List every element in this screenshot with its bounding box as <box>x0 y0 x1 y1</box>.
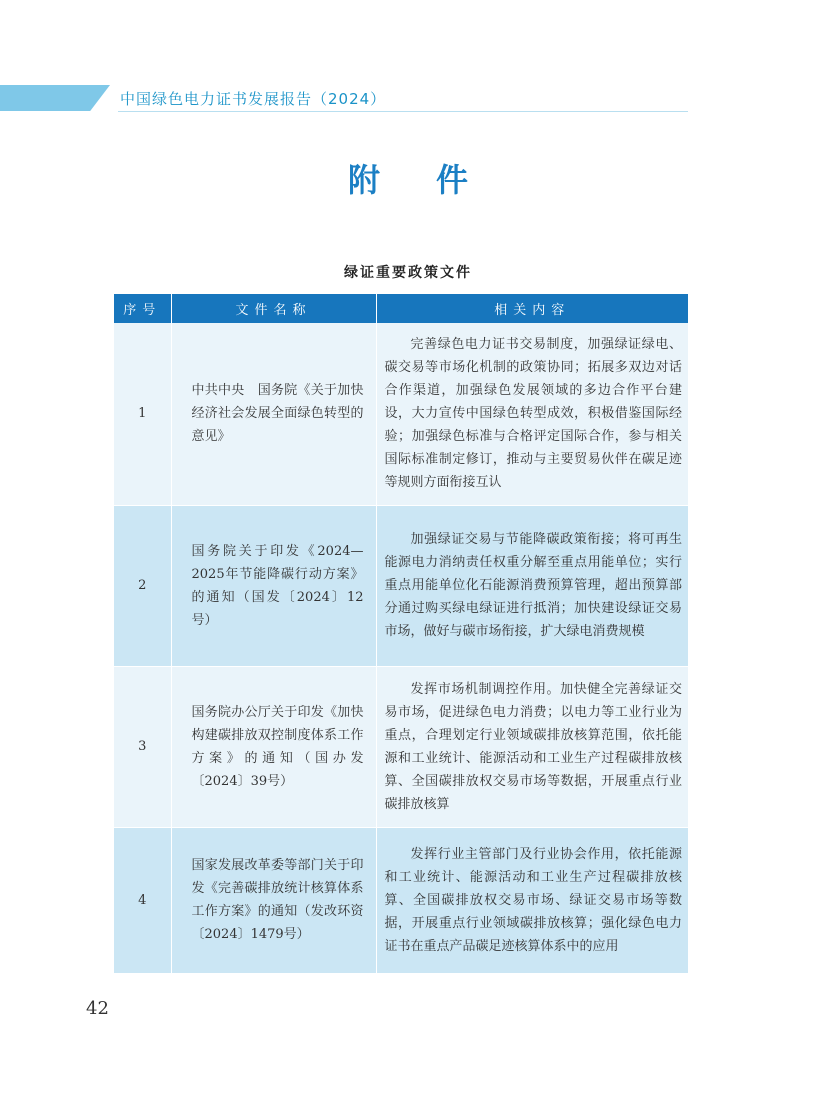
table-row <box>114 323 688 505</box>
row-number: 2 <box>114 505 171 666</box>
running-header-title: 中国绿色电力证书发展报告（2024） <box>120 90 387 108</box>
table-row <box>114 666 688 827</box>
table-header-row <box>114 294 688 323</box>
document-name: 国务院办公厅关于印发《加快构建碳排放双控制度体系工作方案》的通知（国办发〔2024〕39号） <box>171 666 376 827</box>
related-content: 发挥行业主管部门及行业协会作用，依托能源和工业统计、能源活动和工业生产过程碳排放核算、全国碳排放权交易市场、绿证交易市场等数据，开展重点行业领域碳排放核算；强化绿色电力证书在重点产品碳足迹核算体系中的应用 <box>376 827 688 973</box>
column-header-related-content: 相关内容 <box>376 294 688 323</box>
document-name: 国务院关于印发《2024—2025年节能降碳行动方案》的通知（国发〔2024〕12号） <box>171 505 376 666</box>
row-number: 1 <box>114 323 171 505</box>
page-number: 42 <box>86 998 109 1019</box>
header-accent-band <box>0 85 110 111</box>
table-row <box>114 827 688 973</box>
related-content: 加强绿证交易与节能降碳政策衔接；将可再生能源电力消纳责任权重分解至重点用能单位；实行重点用能单位化石能源消费预算管理，超出预算部分通过购买绿电绿证进行抵消；加快建设绿证交易市场，做好与碳市场衔接，扩大绿电消费规模 <box>376 505 688 666</box>
related-content: 发挥市场机制调控作用。加快健全完善绿证交易市场，促进绿色电力消费；以电力等工业行业为重点，合理划定行业领域碳排放核算范围，依托能源和工业统计、能源活动和工业生产过程碳排放核算、全国碳排放权交易市场等数据，开展重点行业碳排放核算 <box>376 666 688 827</box>
page-title: 附件 <box>347 161 524 199</box>
document-name: 国家发展改革委等部门关于印发《完善碳排放统计核算体系工作方案》的通知（发改环资〔2024〕1479号） <box>171 827 376 973</box>
policy-table <box>114 294 688 974</box>
table-row <box>114 505 688 666</box>
header-rule <box>118 111 688 112</box>
related-content: 完善绿色电力证书交易制度，加强绿证绿电、碳交易等市场化机制的政策协同；拓展多双边对话合作渠道，加强绿色发展领域的多边合作平台建设，大力宣传中国绿色转型成效，积极借鉴国际经验；加强绿色标准与合格评定国际合作，参与相关国际标准制定修订，推动与主要贸易伙伴在碳足迹等规则方面衔接互认 <box>376 323 688 505</box>
column-header-document-name: 文件名称 <box>171 294 376 323</box>
document-name: 中共中央 国务院《关于加快经济社会发展全面绿色转型的意见》 <box>171 323 376 505</box>
table-caption: 绿证重要政策文件 <box>344 265 472 281</box>
column-header-number: 序号 <box>114 294 171 323</box>
row-number: 4 <box>114 827 171 973</box>
row-number: 3 <box>114 666 171 827</box>
